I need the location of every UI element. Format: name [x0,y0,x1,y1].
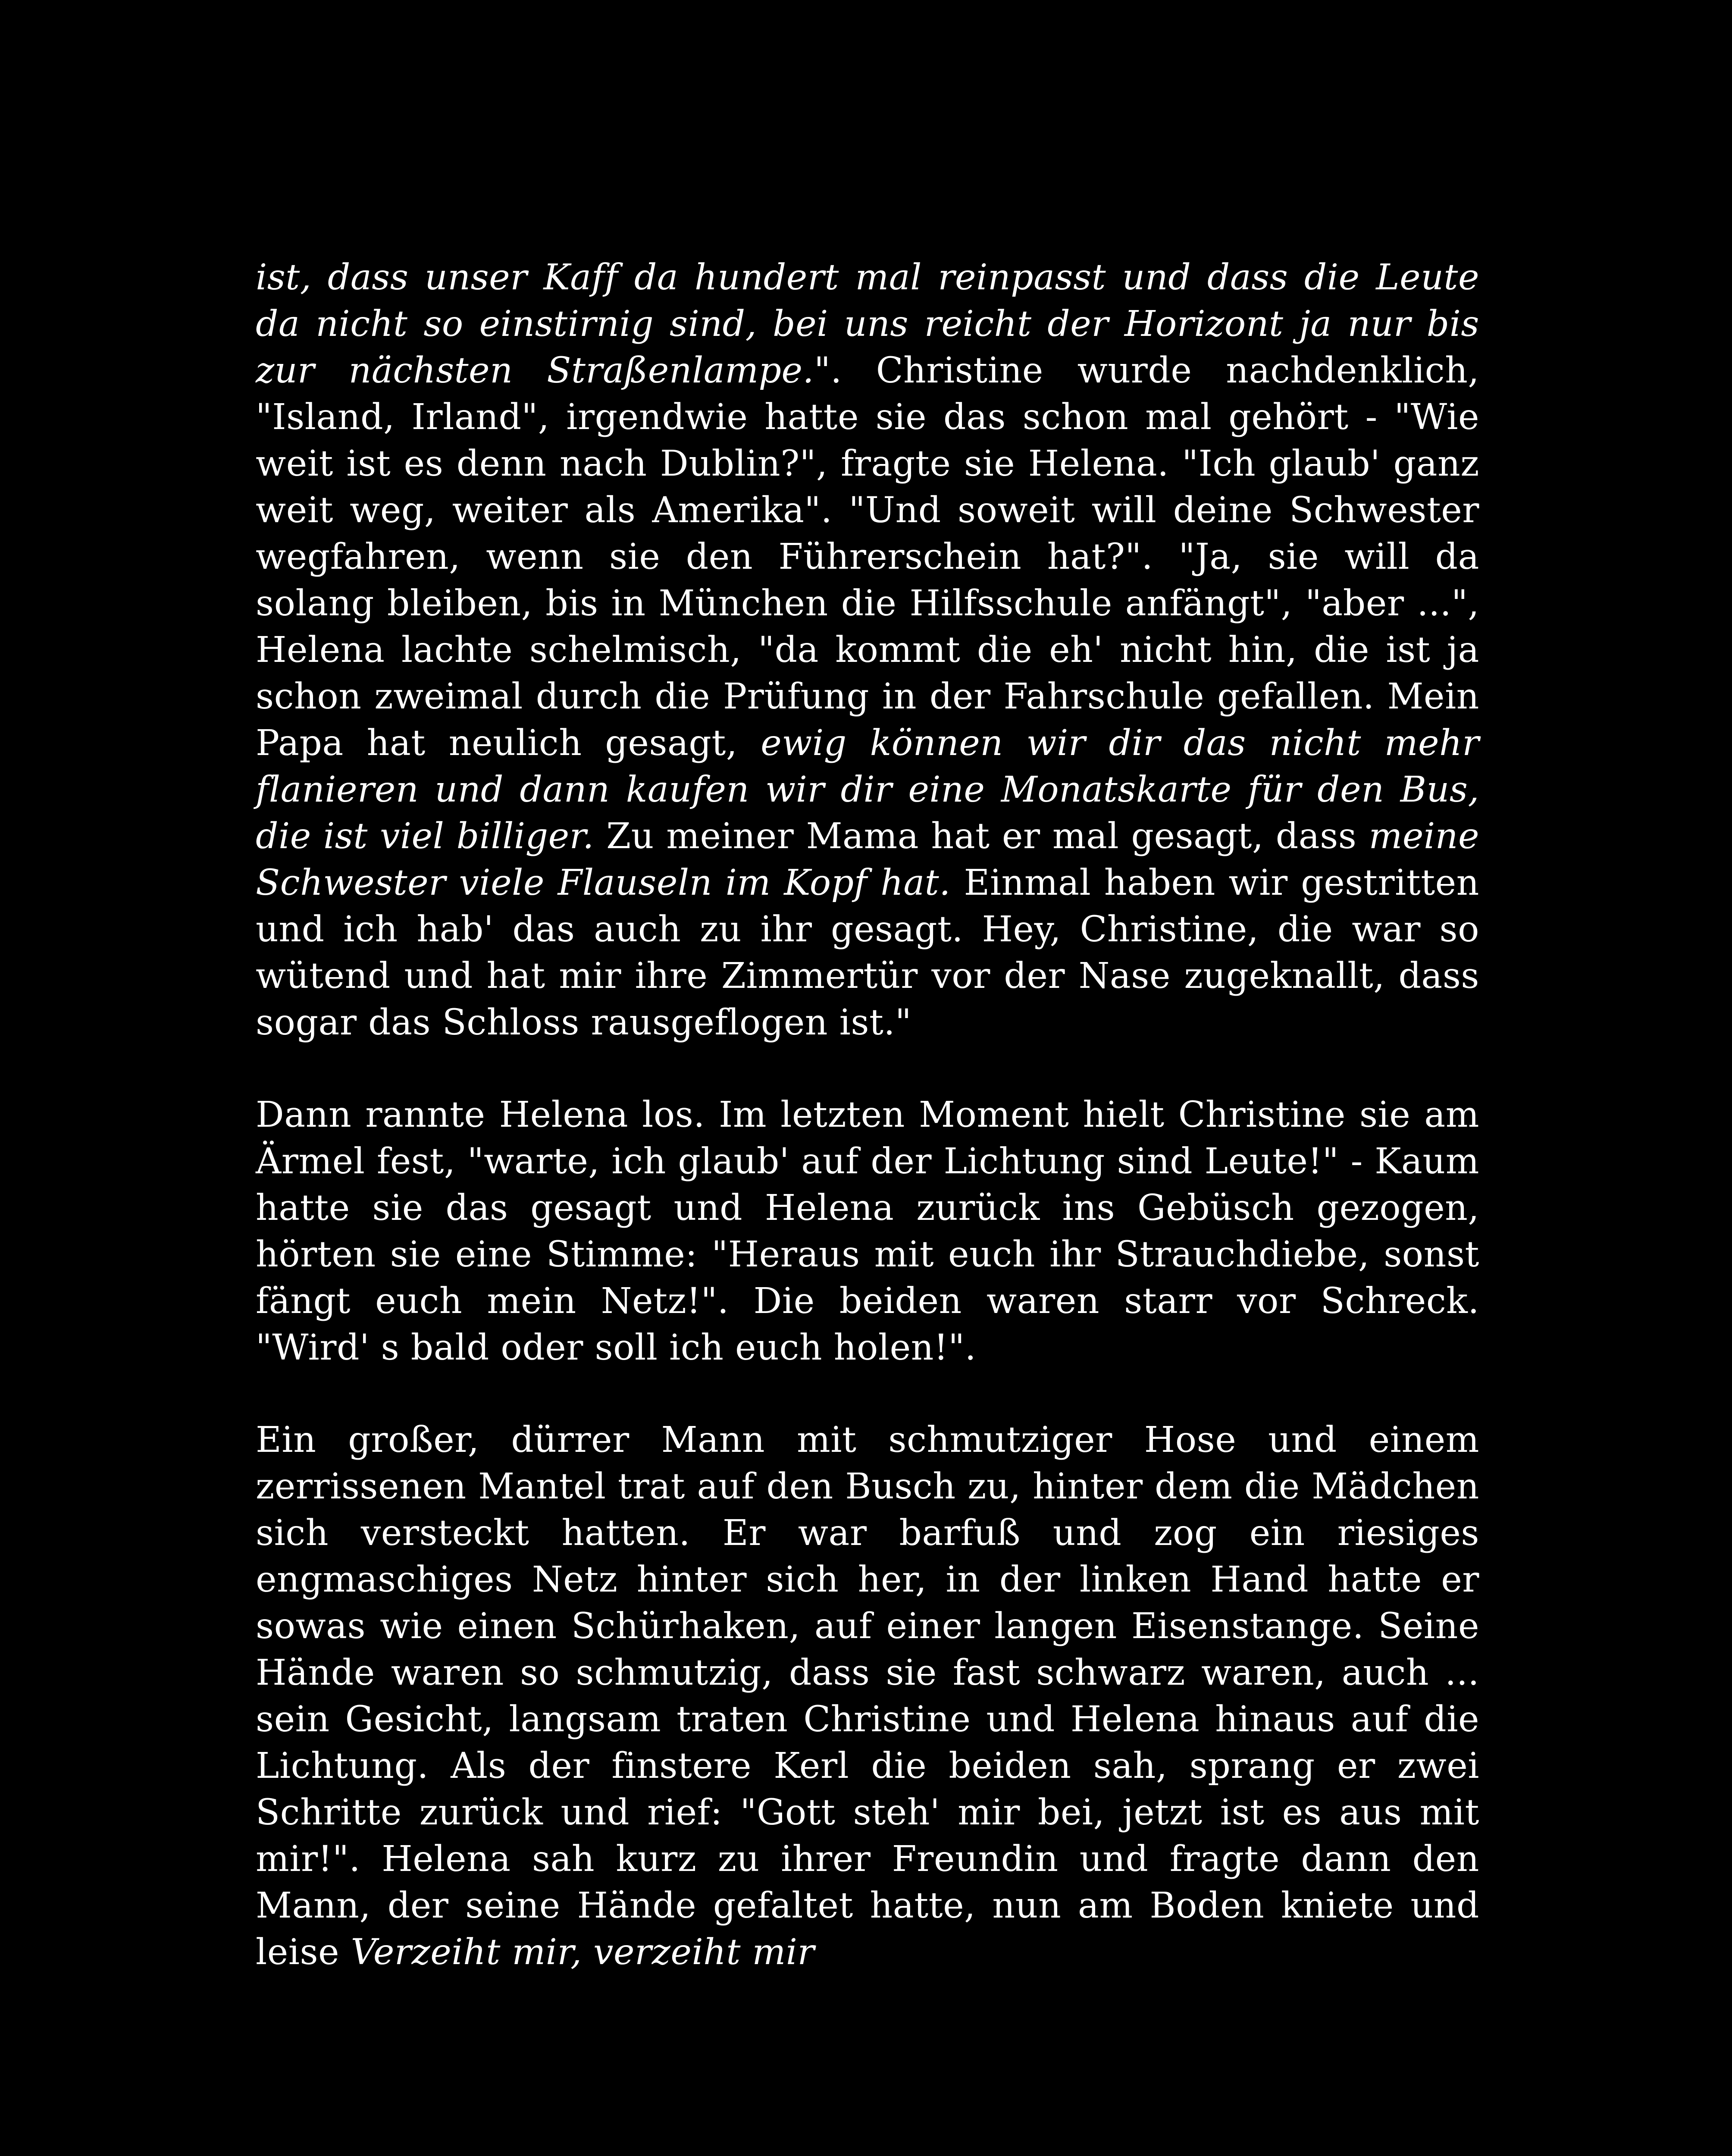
italic-text: Verzeiht mir, verzeiht mir [351,1932,815,1973]
body-text: Zu meiner Mama hat er mal gesagt, dass [594,816,1369,857]
italic-text: meine Schwester viele Flauseln im Kopf hat. [256,816,1480,903]
paragraph-3 [256,1417,1479,1976]
body-text: Einmal haben wir gestritten und ich hab' das auch zu ihr gesagt. Hey, Christine, die war so wütend und hat mir ihre Zimmertür vor der Nase zugeknallt, dass sogar das Schloss rausgeflogen ist." [256,862,1479,1043]
italic-text: ewig können wir dir das nicht mehr flanieren und dann kaufen wir dir eine Monatskarte für den Bus, die ist viel billiger. [256,723,1479,857]
body-text: Ein großer, dürrer Mann mit schmutziger Hose und einem zerrissenen Mantel trat auf den Busch zu, hinter dem die Mädchen sich versteckt hatten. Er war barfuß und zog ein riesiges engmaschiges Netz hinter sich her, in der linken Hand hatte er sowas wie einen Schürhaken, auf einer langen Eisenstange. Seine Hände waren so schmutzig, dass sie fast schwarz waren, auch ... sein Gesicht, langsam traten Christine und Helena hinaus auf die Lichtung. Als der finstere Kerl die beiden sah, sprang er zwei Schritte zurück und rief: "Gott steh' mir bei, jetzt ist es aus mit mir!". Helena sah kurz zu ihrer Freundin und fragte dann den Mann, der seine Hände gefaltet hatte, nun am Boden kniete und leise [256,1420,1479,1973]
italic-text: ist, dass unser Kaff da hundert mal reinpasst und dass die Leute da nicht so einstirnig sind, bei uns reicht der Horizont ja nur bis zur nächsten Straßenlampe. [256,257,1479,391]
page-text-body [256,254,1479,1976]
body-text: ". Christine wurde nachdenklich, "Island, Irland", irgendwie hatte sie das schon mal gehört - "Wie weit ist es denn nach Dublin?", fragte sie Helena. "Ich glaub' ganz weit weg, weiter als Amerika". "Und soweit will deine Schwester wegfahren, wenn sie den Führerschein hat?". "Ja, sie will da solang bleiben, bis in München die Hilfsschule anfängt", "aber ...", Helena lachte schelmisch, "da kommt die eh' nicht hin, die ist ja schon zweimal durch die Prüfung in der Fahrschule gefallen. Mein Papa hat neulich gesagt, [256,350,1479,764]
paragraph-1 [256,254,1479,1046]
body-text: Dann rannte Helena los. Im letzten Moment hielt Christine sie am Ärmel fest, "warte, ich glaub' auf der Lichtung sind Leute!" - Kaum hatte sie das gesagt und Helena zurück ins Gebüsch gezogen, hörten sie eine Stimme: "Heraus mit euch ihr Strauchdiebe, sonst fängt euch mein Netz!". Die beiden waren starr vor Schreck. "Wird' s bald oder soll ich euch holen!". [256,1094,1479,1368]
paragraph-2 [256,1092,1479,1371]
